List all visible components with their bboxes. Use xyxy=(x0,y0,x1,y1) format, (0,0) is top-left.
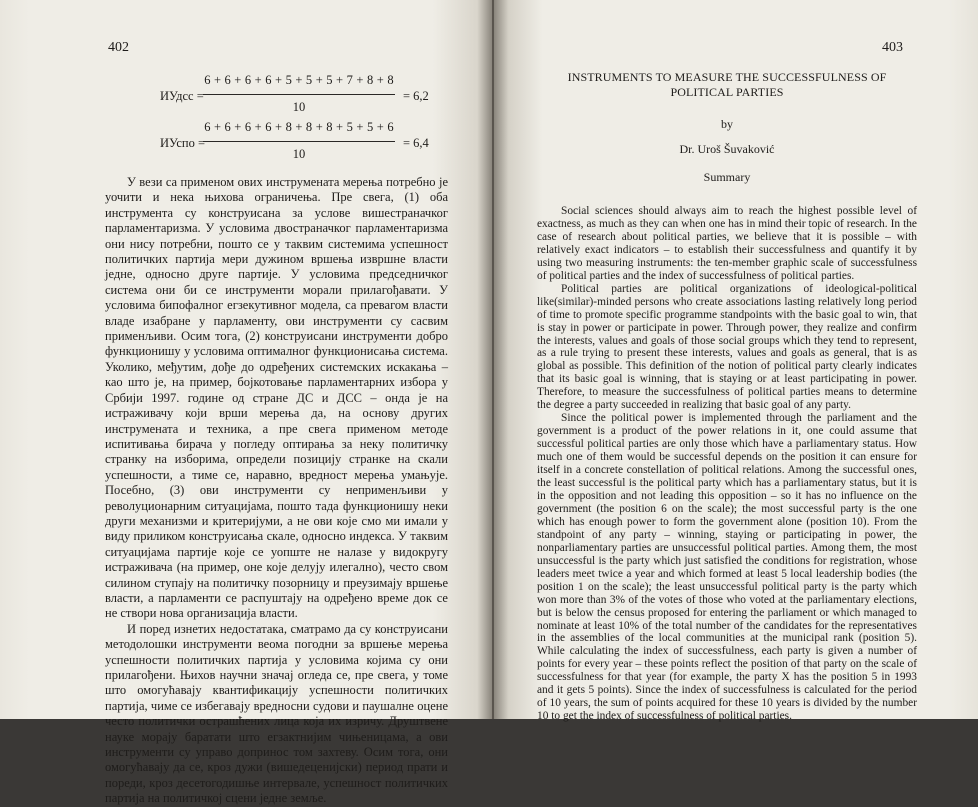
formula-numerator: 6 + 6 + 6 + 6 + 8 + 8 + 8 + 5 + 5 + 6 xyxy=(204,120,394,134)
right-page xyxy=(494,0,978,723)
paragraph: Social sciences should always aim to reach the highest possible level of exactness, as much as they can when one has in mind their topic of research. In the case of research about political parties, we believe that it is possible – with relatively exact indicators – to establish their successfulness and quantify it by using two measuring instruments: the ten-member graphic scale of successfulness of political parties and the index of successfulness of political parties. xyxy=(537,205,917,282)
formula-denominator: 10 xyxy=(292,100,306,114)
formula-lhs: ИУдсс = xyxy=(160,89,204,103)
formula-index-dss xyxy=(160,73,440,123)
paragraph: У вези са применом ових инструмената мерења потребно је уочити и нека њихова ограничења. Пре свега, (1) оба инструмента су конструисана за услове вишестраначког парламентаризма. У условима двостраначког парламентаризма они нису потребни, пошто се у таквим системима успешност политичких партија мери дужином вршења извршне власти једне, односно друге партије. У условима председничког система они би се инструменти морали прилагођавати. У условима бипофалног егзекутивног модела, са превагом власти владе изабране у парламенту, ови инструменти су сасвим применљиви. Осим тога, (2) конструисани инструменти добро функционишу у условима оптималног функционисања система. Уколико, међутим, дође до одређених системских искакања – као што је, на пример, бојкотовање парламентарних избора у Србији 1997. године од стране ДС и ДСС – онда је на истраживачу који врши мерења да, на основу других инструмената и техника, а пре свега применом методе испитивања бирача у погледу оптирања за неку политичку странку на изборима, определи позицију странке на скали успешности, а тиме се, наравно, вредност мерења умањује. Посебно, (3) ови инструменти су неприменљиви у револуционарним ситуацијама, пошто тада функционишу неки други механизми и критеријуми, а не ови које смо ми имали у виду приликом конструисања скале, односно индекса. У таквим ситуацијама партије које се уопште не налазе у видокругу истраживача (на пример, оне које делују илегално), често свом силином ступају на политичку позорницу и преузимају вршење власти, а парламенти се распуштају на одређено време док се не створи нова организација власти. xyxy=(105,175,448,621)
byline-by: by xyxy=(721,117,733,131)
page-number-right: 403 xyxy=(882,40,903,55)
formula-result: = 6,2 xyxy=(403,89,429,103)
paragraph: Since the political power is implemented through the parliament and the government is a product of the power relations in it, one could assume that successful political parties are only those which have a parliamentary status. How much one of them would be successful depends on the position it can ensure for itself in a concrete constellation of political relations. Among the successful ones, the least successful is the political party which has a parliamentary status, but it is in the opposition and not leading this opposition – so it has no influence on the government (the position 6 on the scale); the most successful party is the one which has enough power to form the government alone (position 10). From the standpoint of any party – winning, staying or participating in power, the nonparliamentary parties are unsuccessful political parties. Among them, the most unsuccessful is the party which just satisfied the conditions for registration, whose leaders meet twice a year and which formed at least 5 local leadership bodies (the position 1 on the scale); the least unsuccessful political party is the party which won more than 3% of the votes of those who voted at the parliamentary elections, but is below the census proposed for entering the parliament or which managed to nominate at least 10% of the total number of the candidates for the representatives in the assemblies of the local communities at the municipal rank (position 5). While calculating the index of successfulness, each party is given a number of points for every year – these points reflect the position of that party on the scale of successfulness for that year (for example, the party X has the position 5 in 1993 and it gets 5 points). Since the index of successfulness is calculated for the period of 10 years, the sum of points acquired for these 10 years is divided by the number 10 to get the index of successfulness of political parties. xyxy=(537,412,917,723)
paragraph: Political parties are political organizations of ideological-political like(similar)-minded persons who create associations lasting relatively long period of time to promote specific programme standpoints with the basic goal to win, that is stay in power or participate in power. Through power, they realize and confirm the interests, values and goals of those social groups which they tend to represent, as a rule trying to present these interests, values and goals as general, that is as global as possible. This definition of the notion of political party clearly indicates that its basic goal is winning, that is staying or at least participating in power. Therefore, to measure the successfulness of political parties means to determine the degree a party succeeded in realizing that basic goal of any party. xyxy=(537,282,917,412)
fraction-bar xyxy=(203,141,395,142)
formula-result: = 6,4 xyxy=(403,136,429,150)
summary-heading: Summary xyxy=(703,170,751,184)
paragraph: И поред изнетих недостатака, сматрамо да су конструисани методолошки инструменти веома погодни за вршење мерења успешности политичких партија у условима којима су они прилагођени. Њихов научни значај огледа се, пре свега, у томе што омогућавају квантификацију успешности политичких партија, чиме се избегавају вредносни судови и паушалне оцене често политички острашћених лица која их изричу. Друштвене науке морају баратати што егзактнијим чињеницама, а ови инструменти су управо допринос том захтеву. Осим тога, они омогућавају да се, кроз дужи (вишедеценијски) период прати и пореди, кроз десетогодишње интервале, успешност политичких партија на политичкој сцени једне земље. xyxy=(105,621,448,806)
formula-index-spo xyxy=(160,120,440,170)
left-body-text xyxy=(105,175,448,807)
page-number-left: 402 xyxy=(108,40,129,55)
article-title: INSTRUMENTS TO MEASURE THE SUCCESSFULNESS OF POLITICAL PARTIES xyxy=(567,70,887,99)
fraction-bar xyxy=(203,94,395,95)
formula-numerator: 6 + 6 + 6 + 6 + 5 + 5 + 5 + 7 + 8 + 8 xyxy=(204,73,394,87)
right-body-text xyxy=(537,205,917,723)
author-name: Dr. Uroš Šuvaković xyxy=(679,142,775,156)
formula-denominator: 10 xyxy=(292,147,306,161)
formula-lhs: ИУспо = xyxy=(160,136,206,150)
summary-section xyxy=(537,70,917,723)
